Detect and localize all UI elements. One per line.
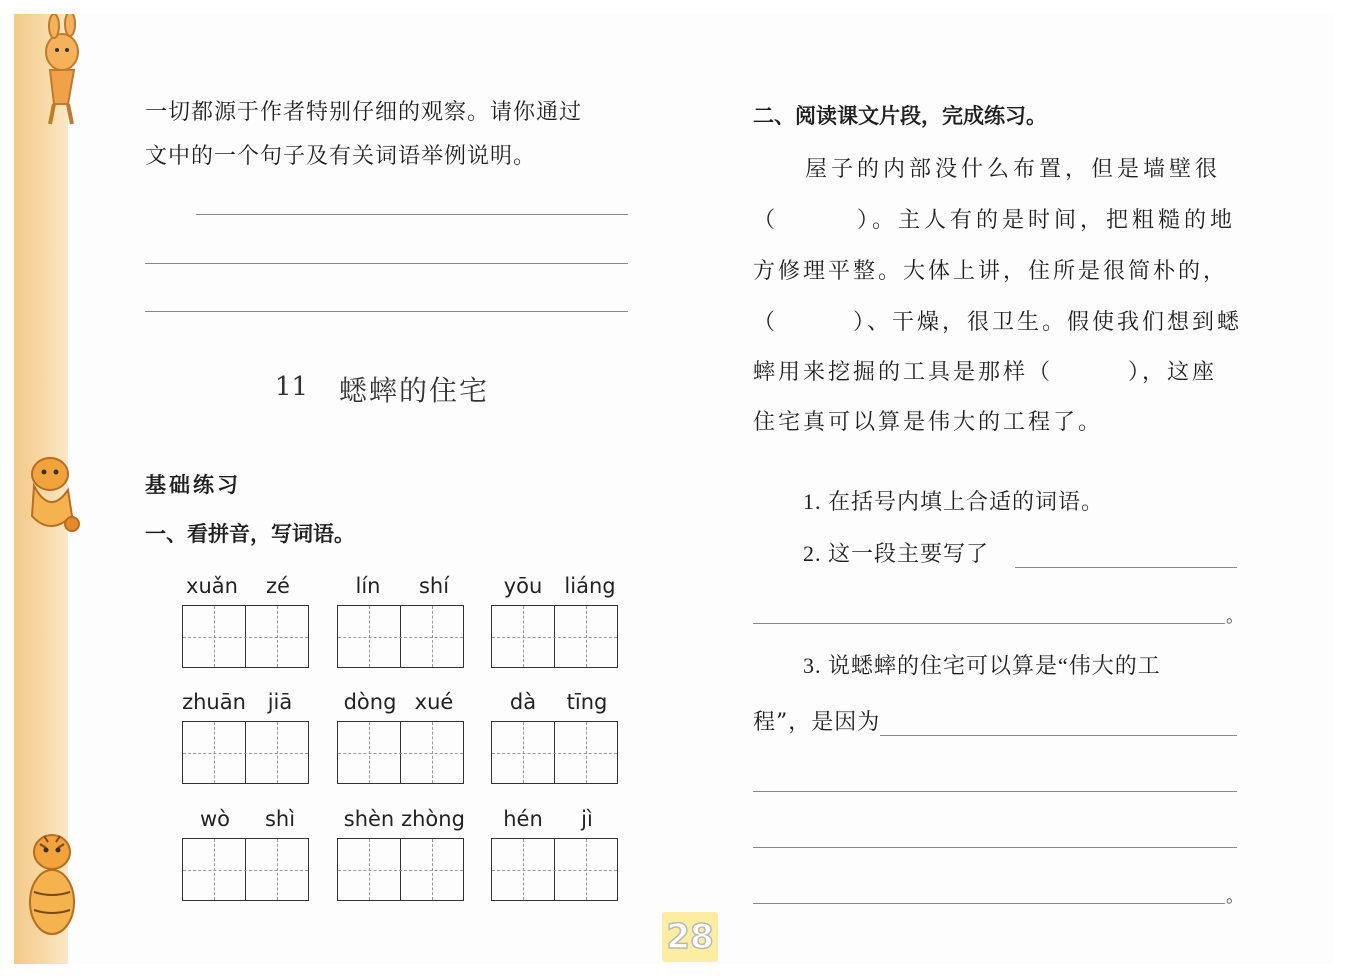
page-number: 28 [662,912,718,962]
lesson-title: 蟋蟀的住宅 [339,374,490,407]
writing-grid[interactable] [337,721,464,784]
period-mark: 。 [1226,886,1245,907]
pinyin-syllable: xué [414,690,454,714]
answer-line[interactable] [753,623,1225,624]
answer-line[interactable] [753,903,1225,904]
pinyin-syllable: yōu [503,574,543,598]
pinyin-syllable: zé [266,574,290,598]
pinyin-syllable: dòng [343,690,397,714]
tiger-cub-mascot-icon [18,822,88,952]
question-1: 1. 在括号内填上合适的词语。 [803,489,1105,514]
passage-line: （ ）、干燥，很卫生。假使我们想到蟋 [753,310,1243,335]
answer-line[interactable] [196,214,628,215]
answer-line[interactable] [753,847,1237,848]
answer-line[interactable] [880,735,1237,736]
question-2: 2. 这一段主要写了 [803,541,990,566]
writing-grid[interactable] [182,605,309,668]
passage-line: 屋子的内部没什么布置，但是墙壁很 [805,157,1222,182]
passage-line: （ ）。主人有的是时间，把粗糙的地 [753,208,1237,233]
question-3-line-2: 程”，是因为 [753,710,881,735]
pinyin-syllable: dà [509,690,537,714]
pinyin-syllable: shì [264,807,296,831]
writing-grid[interactable] [337,605,464,668]
pinyin-syllable: zhòng [401,807,465,831]
pinyin-syllable: tīng [566,690,608,714]
pinyin-syllable: hén [503,807,543,831]
writing-grid[interactable] [182,838,309,901]
tiger-mascot-icon [16,446,90,536]
pinyin-syllable: wò [199,807,231,831]
pinyin-syllable: lín [355,574,381,598]
lesson-number: 11 [275,372,309,402]
intro-line-1: 一切都源于作者特别仔细的观察。请你通过 [145,100,583,125]
question-3-line-1: 3. 说蟋蟀的住宅可以算是“伟大的工 [803,653,1161,678]
period-mark: 。 [1226,606,1245,627]
pinyin-syllable: liáng [564,574,616,598]
passage-line: 蟀用来挖掘的工具是那样（ ），这座 [753,360,1218,385]
writing-grid[interactable] [182,721,309,784]
rabbit-mascot-icon [24,14,94,134]
intro-line-2: 文中的一个句子及有关词语举例说明。 [145,144,537,169]
pinyin-syllable: shèn [343,807,395,831]
passage-line: 住宅真可以算是伟大的工程了。 [753,410,1104,435]
pinyin-syllable: jiā [267,690,293,714]
pinyin-syllable: zhuān [182,690,246,714]
reading-section-heading: 二、阅读课文片段，完成练习。 [753,104,1047,128]
pinyin-syllable: jì [581,807,593,831]
answer-line[interactable] [145,263,628,264]
writing-grid[interactable] [491,605,618,668]
pinyin-syllable: xuǎn [186,574,238,598]
answer-line[interactable] [753,791,1237,792]
passage-line: 方修理平整。大体上讲，住所是很简朴的， [753,259,1229,284]
basic-practice-heading: 基础练习 [145,473,241,497]
answer-line[interactable] [145,311,628,312]
writing-grid[interactable] [491,721,618,784]
question-1-heading: 一、看拼音，写词语。 [145,522,355,546]
writing-grid[interactable] [491,838,618,901]
writing-grid[interactable] [337,838,464,901]
decorative-sidebar [14,14,68,964]
answer-line[interactable] [1015,567,1237,568]
pinyin-syllable: shí [418,574,450,598]
